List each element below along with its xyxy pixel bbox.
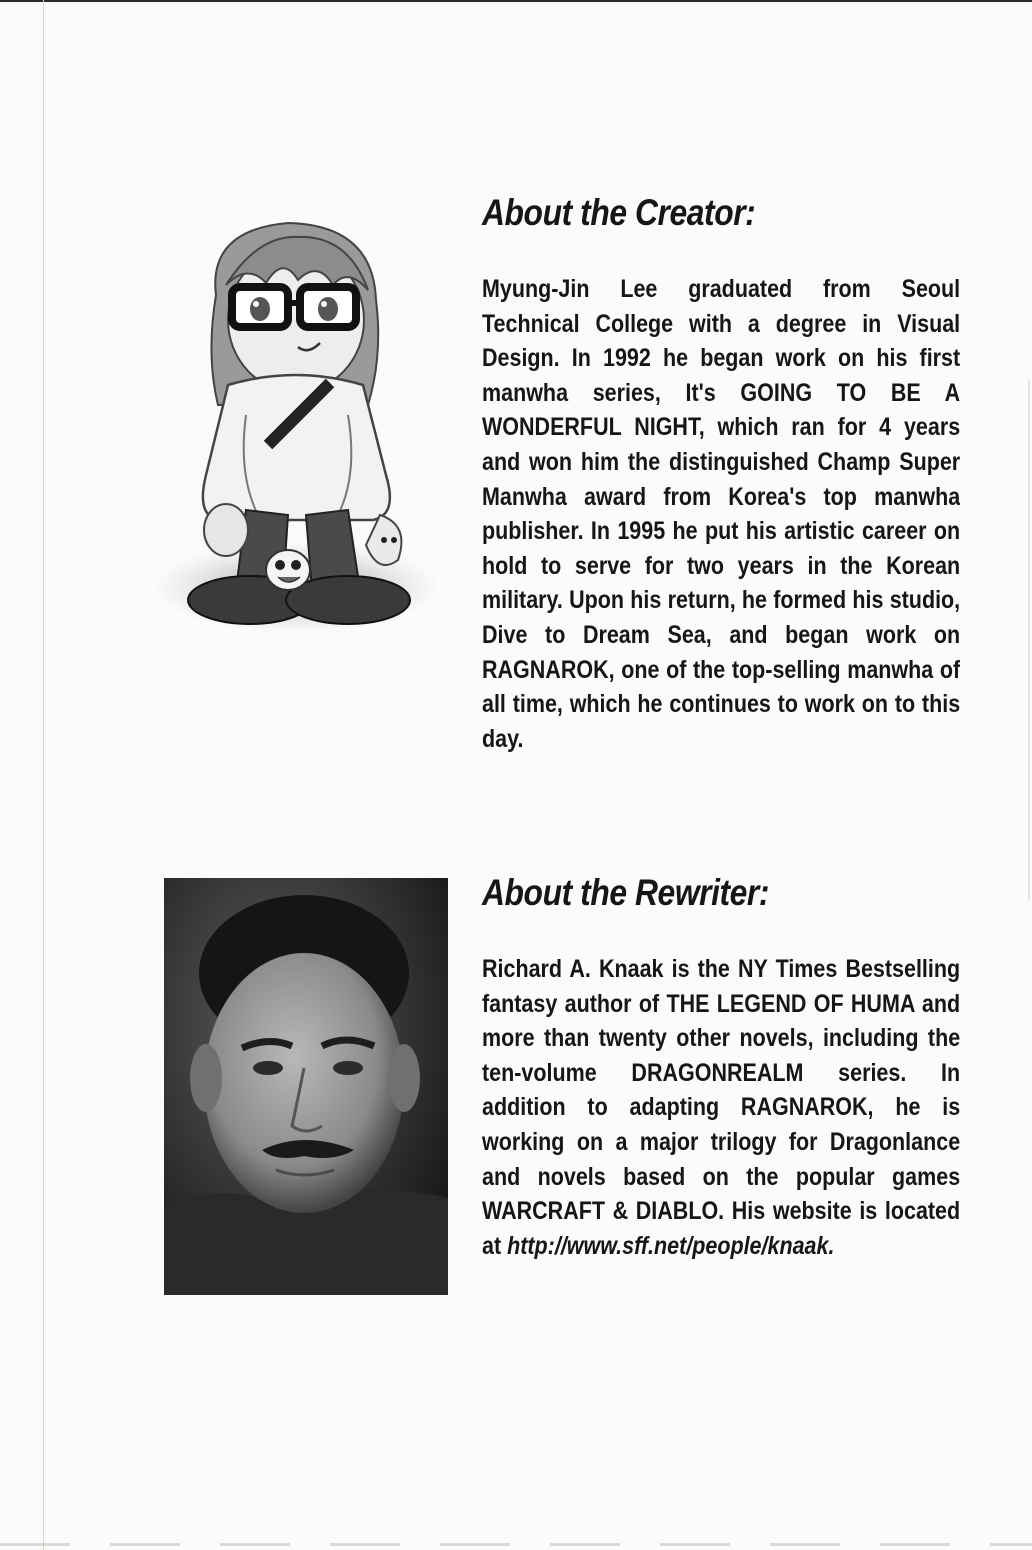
creator-heading: About the Creator:: [482, 192, 756, 233]
rewriter-bio-box: [482, 952, 960, 1332]
rewriter-website-link[interactable]: http://www.sff.net/people/knaak.: [507, 1231, 835, 1260]
page-edge-shadow: [1028, 380, 1030, 900]
creator-bio-box: [482, 272, 960, 802]
creator-cartoon-illustration: [148, 215, 438, 640]
about-creator-section: [482, 192, 960, 753]
bottom-scan-marks: [0, 1543, 1032, 1546]
page-fold-line: [43, 0, 44, 1550]
rewriter-bio: [482, 952, 960, 1263]
rewriter-portrait-photo: [164, 878, 448, 1295]
top-rule: [0, 0, 1032, 2]
rewriter-heading: About the Rewriter:: [482, 872, 770, 913]
rewriter-bio-text: Richard A. Knaak is the NY Times Bestselling fantasy author of THE LEGEND OF HUMA and more than twenty other novels, including the ten-volume DRAGONREALM series. In addition to adapting RAGNAROK, he is working on a major trilogy for Dragonlance and novels based on the popular games WARCRAFT & DIABLO. His website is located at: [482, 955, 960, 1260]
about-rewriter-section: [482, 872, 960, 1260]
creator-bio: Myung-Jin Lee graduated from Seoul Technical College with a degree in Visual Design. In 1992 he began work on his first manwha series, It's GOING TO BE A WONDERFUL NIGHT, which ran for 4 years and won him the distinguished Champ Super Manwha award from Korea's top manwha publisher. In 1995 he put his artistic career on hold to serve for two years in the Korean military. Upon his return, he formed his studio, Dive to Dream Sea, and began work on RAGNAROK, one of the top-selling manwha of all time, which he continues to work on to this day.: [482, 275, 960, 753]
